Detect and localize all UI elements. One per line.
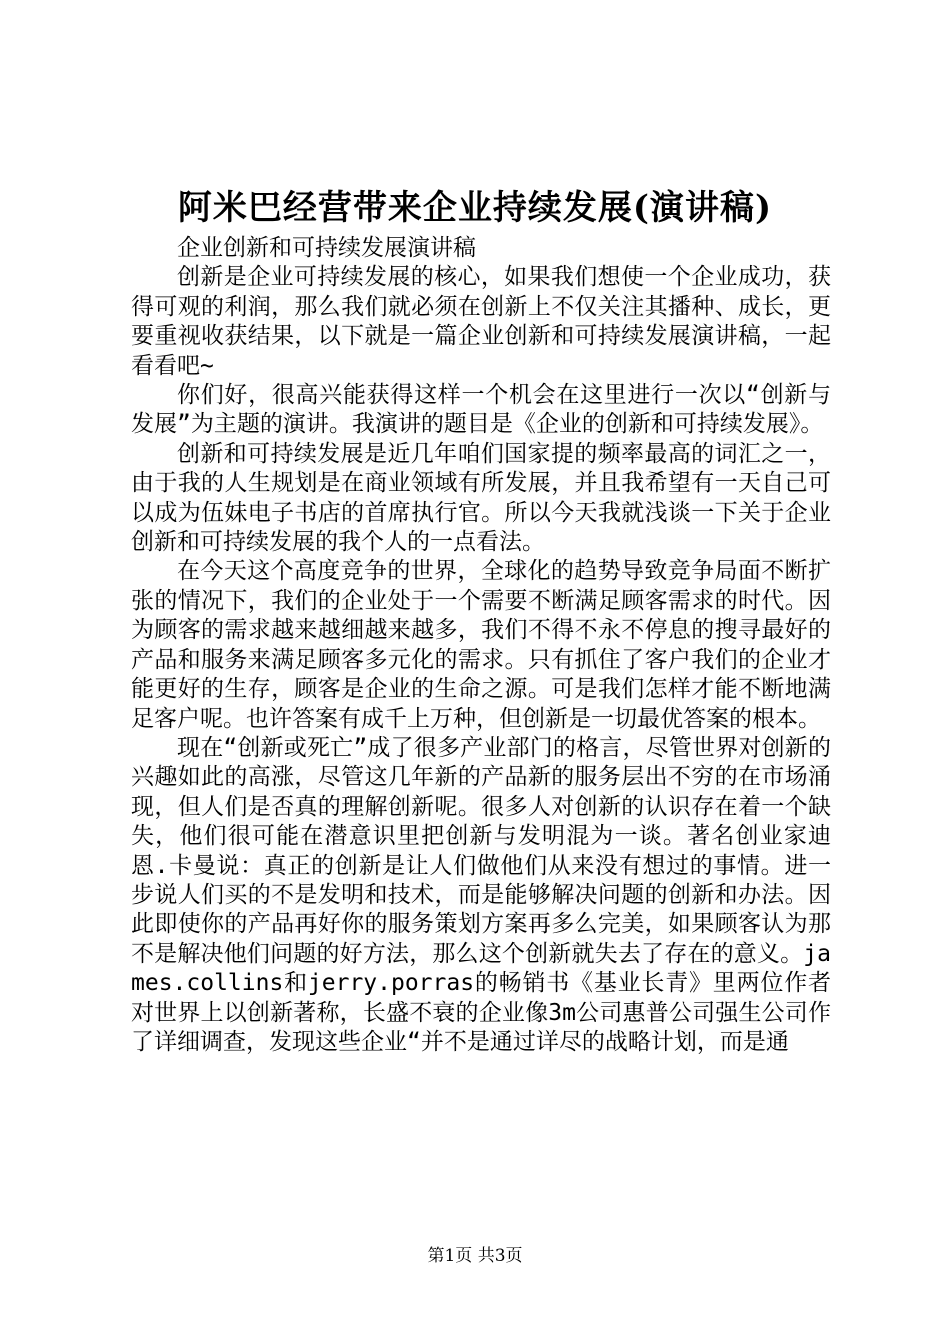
document-title: 阿米巴经营带来企业持续发展(演讲稿) xyxy=(177,188,773,228)
paragraph-greeting: 你们好，很高兴能获得这样一个机会在这里进行一次以“创新与发展”为主题的演讲。我演讲的题目是《企业的创新和可持续发展》。 xyxy=(131,382,831,438)
document-body xyxy=(131,234,831,1057)
paragraph-background: 创新和可持续发展是近几年咱们国家提的频率最高的词汇之一，由于我的人生规划是在商业领域有所发展，并且我希望有一天自己可以成为伍妹电子书店的首席执行官。所以今天我就浅谈一下关于企业创新和可持续发展的我个人的一点看法。 xyxy=(131,440,831,556)
page-number: 第1页 共3页 xyxy=(427,1246,523,1266)
paragraph-innovation: 现在“创新或死亡”成了很多产业部门的格言，尽管世界对创新的兴趣如此的高涨，尽管这几年新的产品新的服务层出不穷的在市场涌现，但人们是否真的理解创新呢。很多人对创新的认识存在着一个缺失，他们很可能在潜意识里把创新与发明混为一谈。著名创业家迪恩.卡曼说：真正的创新是让人们做他们从来没有想过的事情。进一步说人们买的不是发明和技术，而是能够解决问题的创新和办法。因此即使你的产品再好你的服务策划方案再多么完美，如果顾客认为那不是解决他们问题的好方法，那么这个创新就失去了存在的意义。james.collins和jerry.porras的畅销书《基业长青》里两位作者对世界上以创新著称，长盛不衰的企业像3m公司惠普公司强生公司作了详细调查，发现这些企业“并不是通过详尽的战略计划，而是通 xyxy=(131,734,831,1055)
paragraph-intro: 创新是企业可持续发展的核心，如果我们想使一个企业成功，获得可观的利润，那么我们就必须在创新上不仅关注其播种、成长，更要重视收获结果，以下就是一篇企业创新和可持续发展演讲稿，一起看看吧~ xyxy=(131,264,831,379)
paragraph-competition: 在今天这个高度竞争的世界，全球化的趋势导致竞争局面不断扩张的情况下，我们的企业处于一个需要不断满足顾客需求的时代。因为顾客的需求越来越细越来越多，我们不得不永不停息的搜寻最好的产品和服务来满足顾客多元化的需求。只有抓住了客户我们的企业才能更好的生存，顾客是企业的生命之源。可是我们怎样才能不断地满足客户呢。也许答案有成千上万种，但创新是一切最优答案的根本。 xyxy=(131,558,831,732)
document-subtitle: 企业创新和可持续发展演讲稿 xyxy=(177,235,476,261)
